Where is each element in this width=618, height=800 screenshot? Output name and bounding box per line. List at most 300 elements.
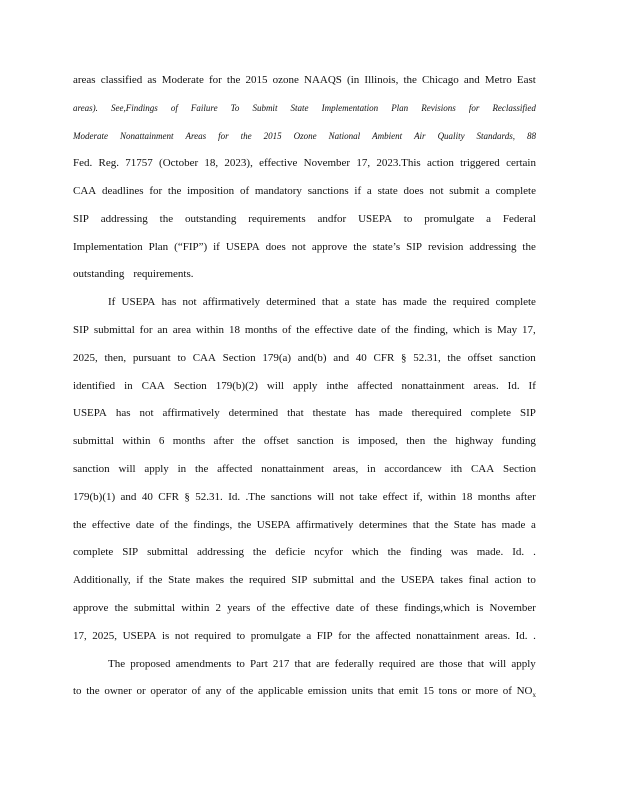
word: NAAQS [304, 74, 342, 86]
word: has [161, 296, 177, 308]
word: of [502, 685, 512, 697]
word: If [108, 296, 116, 308]
word: state [355, 296, 376, 308]
word: 6 [158, 435, 165, 447]
word: months [477, 491, 511, 503]
word: SIP [519, 407, 536, 419]
word: CAA [470, 463, 495, 475]
word: 2025, [73, 352, 98, 364]
word: apply [144, 463, 169, 475]
word: made [501, 519, 526, 531]
word: .The [245, 491, 266, 503]
text-line-2 [73, 101, 536, 115]
word: imposed, [357, 435, 398, 447]
word: within [122, 435, 151, 447]
word: then [406, 435, 426, 447]
word: apply [511, 658, 536, 670]
word: The [108, 658, 126, 670]
text-line-18 [73, 545, 536, 559]
text-line-4 [73, 156, 536, 170]
text-line-6 [73, 212, 536, 226]
word: areas. [473, 380, 499, 392]
text-line-23 [73, 684, 536, 702]
word: has [481, 519, 497, 531]
word: apply [292, 380, 318, 392]
word: required [452, 296, 490, 308]
word: 52.31, [413, 352, 441, 364]
word: submittal [134, 602, 176, 614]
word: a [530, 519, 536, 531]
word: years [227, 602, 251, 614]
word: more [475, 685, 499, 697]
word: the [148, 574, 163, 586]
nox-subscript: x [532, 691, 536, 699]
word: effective [259, 157, 298, 169]
word: as [147, 74, 157, 86]
word: State [168, 574, 191, 586]
text-line-9 [108, 295, 536, 309]
word: within [181, 602, 210, 614]
word: 179(b)(1) [73, 491, 116, 503]
word: Areas [185, 131, 207, 141]
word: affected [217, 463, 253, 475]
word: USEPA [122, 630, 157, 642]
word: that [412, 519, 430, 531]
word: promulgate [250, 630, 301, 642]
text-line-5 [73, 184, 536, 198]
word: If [528, 380, 536, 392]
word: Id. [507, 380, 520, 392]
word: ith [450, 463, 463, 475]
word: . [533, 630, 536, 642]
word: required [194, 630, 232, 642]
word: the [271, 602, 286, 614]
word: Moderate [161, 74, 204, 86]
word: and [120, 491, 137, 503]
word: 18, [204, 157, 219, 169]
word: the [167, 185, 182, 197]
text-line-13 [73, 406, 536, 420]
text-line-22 [108, 657, 536, 671]
word: required [378, 658, 416, 670]
word: submittal [73, 435, 114, 447]
word: complete [495, 185, 536, 197]
word: Moderate [73, 131, 108, 141]
word: Revisions [421, 103, 456, 113]
word: or [461, 685, 471, 697]
word: addressing [469, 241, 517, 253]
word: affirmatively [296, 519, 354, 531]
word: 2 [215, 602, 221, 614]
word: will [489, 658, 507, 670]
word: will [317, 491, 335, 503]
word: affected [375, 630, 411, 642]
word: not [429, 185, 444, 197]
word: 18 [228, 324, 240, 336]
word: thestate [312, 407, 347, 419]
word: of [256, 602, 266, 614]
word: mandatory [254, 185, 302, 197]
word: which [351, 546, 379, 558]
word: final [468, 574, 489, 586]
word: Ozone [293, 131, 317, 141]
word: SIP [291, 574, 308, 586]
word: the [226, 74, 241, 86]
word: of [191, 685, 201, 697]
word: effective [92, 519, 131, 531]
word: are [420, 658, 435, 670]
text-line-20 [73, 601, 536, 615]
word: of [360, 602, 370, 614]
word: 2023), [224, 157, 253, 169]
word: certain [506, 157, 536, 169]
word: submit [449, 185, 480, 197]
word: federally [334, 658, 374, 670]
word: the [387, 546, 402, 558]
word: Reclassified [492, 103, 536, 113]
word: the [174, 519, 188, 531]
word: revision [427, 241, 464, 253]
word: will [118, 463, 136, 475]
word: approve [73, 602, 109, 614]
word: Nonattainment [119, 131, 174, 141]
word: deadlines [102, 185, 144, 197]
word: Plan [391, 103, 409, 113]
word: in [124, 380, 133, 392]
word: and [359, 574, 376, 586]
word: 179(a) [262, 352, 292, 364]
word: the [86, 685, 100, 697]
word: the [114, 602, 129, 614]
word: Air [414, 131, 426, 141]
word: Chicago [422, 74, 459, 86]
word: 2015 [263, 131, 282, 141]
text-line-19 [73, 573, 536, 587]
text-line-15 [73, 462, 536, 476]
word: 40 [141, 491, 153, 503]
word: a [366, 185, 372, 197]
word: November [489, 602, 536, 614]
word: Ambient [372, 131, 403, 141]
word: 18 [461, 491, 473, 503]
word: the [522, 241, 536, 253]
word: if [354, 185, 362, 197]
word: the [229, 574, 244, 586]
word: inthe [326, 380, 349, 392]
word: area [172, 324, 192, 336]
word: Federal [502, 213, 536, 225]
word: amendments [175, 658, 232, 670]
word: nonattainment [416, 630, 480, 642]
word: state’s [372, 241, 401, 253]
word: owner [104, 685, 132, 697]
word: the [194, 463, 209, 475]
word: not [139, 407, 154, 419]
word: of [170, 103, 178, 113]
word: takes [440, 574, 463, 586]
word: May [496, 324, 518, 336]
word: Illinois, [364, 74, 399, 86]
word: not [291, 241, 306, 253]
text-line-17 [73, 518, 536, 532]
word: within [427, 491, 457, 503]
word: the [237, 519, 252, 531]
word: the [242, 435, 256, 447]
word: Fed. [73, 157, 93, 169]
word: the [403, 74, 417, 86]
word: affirmatively [162, 407, 220, 419]
text-line-16 [73, 490, 536, 504]
word: which [452, 324, 480, 336]
word: was [450, 546, 468, 558]
word: the [252, 546, 267, 558]
word: SIP [73, 324, 89, 336]
word: promulgate [424, 213, 475, 225]
word: if, [413, 491, 423, 503]
word: in [177, 463, 187, 475]
word: if [136, 574, 144, 586]
word: made. [476, 546, 504, 558]
word: National [328, 131, 361, 141]
word: the [240, 131, 252, 141]
word: or [136, 685, 146, 697]
word: Id. [228, 491, 241, 503]
word: complete [470, 407, 511, 419]
word: Id. [515, 630, 528, 642]
word: is [161, 630, 170, 642]
word: that [321, 296, 339, 308]
word: and(b) [297, 352, 327, 364]
word: those [439, 658, 463, 670]
word: sanction [297, 435, 334, 447]
word: sanction [73, 463, 110, 475]
word: deficie [275, 546, 306, 558]
word: § [184, 491, 190, 503]
word: take [359, 491, 378, 503]
word: to [403, 213, 413, 225]
word: USEPA [256, 519, 291, 531]
word: the [356, 630, 370, 642]
word: USEPA [73, 407, 107, 419]
word: makes [195, 574, 225, 586]
word: CAA [141, 380, 165, 392]
word: operator [150, 685, 187, 697]
word: to [73, 685, 82, 697]
word: not [182, 296, 197, 308]
word: Implementation [73, 241, 143, 253]
word: 217 [272, 658, 290, 670]
word: in [367, 463, 376, 475]
word: emit [398, 685, 419, 697]
word: within [195, 324, 225, 336]
word: a [344, 296, 350, 308]
word: 2023.This [376, 157, 421, 169]
word: proposed [130, 658, 171, 670]
word: CFR [158, 491, 180, 503]
word: findings,which [404, 602, 470, 614]
text-line-12 [73, 379, 536, 393]
word: action [494, 574, 522, 586]
word: that [467, 658, 485, 670]
word: imposition [187, 185, 235, 197]
word: State [290, 103, 309, 113]
word: any [205, 685, 222, 697]
word: determined [228, 407, 279, 419]
word: Part [250, 658, 268, 670]
word: submittal [147, 546, 189, 558]
word: nonattainment [261, 463, 325, 475]
word: offset [467, 352, 493, 364]
word: addressing [196, 546, 244, 558]
word: areas. [484, 630, 511, 642]
word: for [208, 74, 222, 86]
word: 71757 [125, 157, 153, 169]
word: Plan [148, 241, 169, 253]
word: then, [104, 352, 127, 364]
word: submittal [313, 574, 355, 586]
word: of [282, 324, 292, 336]
word: FIP [316, 630, 333, 642]
word: for [218, 131, 229, 141]
word: for [139, 324, 153, 336]
word: the [296, 324, 310, 336]
word: affirmatively [202, 296, 260, 308]
word: 17, [522, 324, 536, 336]
word: a [485, 185, 490, 197]
word: SIP [406, 241, 423, 253]
word: Additionally, [73, 574, 131, 586]
word: are [316, 658, 330, 670]
word: offset [263, 435, 289, 447]
word: findings, [193, 519, 233, 531]
word: Submit [252, 103, 278, 113]
word: the [353, 241, 367, 253]
word: the [434, 519, 449, 531]
word: the [159, 213, 174, 225]
word: 2015 [245, 74, 268, 86]
word: To [230, 103, 240, 113]
word: Implementation [321, 103, 379, 113]
text-line-8 [73, 267, 536, 281]
word: after [515, 491, 536, 503]
word: pursuant [132, 352, 171, 364]
word: affected [357, 380, 393, 392]
word: that [294, 658, 311, 670]
word: date [357, 324, 377, 336]
word: the [433, 296, 447, 308]
word: identified [73, 380, 116, 392]
word: has [382, 296, 397, 308]
word: these [375, 602, 399, 614]
word: Metro [484, 74, 512, 86]
word: the [433, 435, 448, 447]
word: (“FIP”) [174, 241, 208, 253]
word: action [426, 157, 454, 169]
word: the [73, 519, 87, 531]
word: classified [100, 74, 143, 86]
word: tons [438, 685, 458, 697]
word: therequired [411, 407, 462, 419]
word: is [476, 602, 484, 614]
word: a [306, 630, 312, 642]
text-line-1 [73, 73, 536, 87]
word: 179(b)(2) [215, 380, 258, 392]
word: sanction [499, 352, 536, 364]
word: highway [455, 435, 494, 447]
word: that [287, 407, 304, 419]
word: areas). [73, 103, 98, 113]
word: 17, [356, 157, 371, 169]
word: does [403, 185, 424, 197]
word: CAA [73, 185, 97, 197]
word: CFR [373, 352, 395, 364]
text-line-7 [73, 240, 536, 254]
word: the [381, 574, 395, 586]
word: date [335, 602, 355, 614]
word: the [395, 324, 409, 336]
word: November [303, 157, 351, 169]
word: See,Findings [111, 103, 158, 113]
word: State [453, 519, 476, 531]
word: approve [311, 241, 348, 253]
word: outstanding [184, 213, 237, 225]
word: 17, [73, 630, 87, 642]
text-line-21 [73, 629, 536, 643]
word: Section [502, 463, 536, 475]
word: units [351, 685, 373, 697]
word: and [333, 352, 350, 364]
word: accordancew [384, 463, 442, 475]
word: to [177, 352, 187, 364]
word: to [236, 658, 245, 670]
word: and [463, 74, 480, 86]
word: sanctions [307, 185, 349, 197]
word: outstanding [73, 268, 125, 280]
word: has [115, 407, 131, 419]
word: made [403, 296, 427, 308]
text-line-14 [73, 434, 536, 448]
word: areas [73, 74, 96, 86]
word: effect [382, 491, 408, 503]
word: for [468, 103, 480, 113]
word: complete [73, 546, 114, 558]
word: of [159, 519, 169, 531]
word: to [527, 574, 536, 586]
word: 15 [423, 685, 435, 697]
word: (in [347, 74, 360, 86]
word: 40 [355, 352, 367, 364]
word: if [213, 241, 220, 253]
word: East [516, 74, 536, 86]
word: andfor [317, 213, 347, 225]
word: Id. [512, 546, 525, 558]
word: $NO_x$ [516, 685, 536, 699]
word: ozone [272, 74, 299, 86]
word: after [213, 435, 234, 447]
word: to [236, 630, 246, 642]
word: that [377, 685, 395, 697]
word: date [135, 519, 155, 531]
word: finding [409, 546, 442, 558]
word: areas, [332, 463, 359, 475]
word: Standards, [476, 131, 515, 141]
word: of [226, 685, 236, 697]
word: Section [222, 352, 256, 364]
text-line-11 [73, 351, 536, 365]
word: USEPA [358, 213, 392, 225]
word: sanctions [270, 491, 312, 503]
word: an [157, 324, 168, 336]
